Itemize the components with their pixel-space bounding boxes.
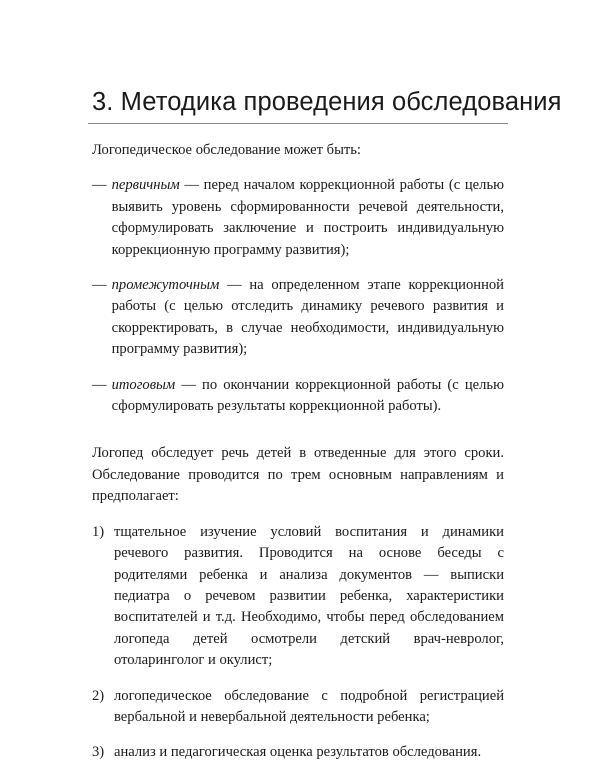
numbered-item-1 — [92, 522, 504, 672]
numbered-item-3 — [92, 742, 504, 763]
list-item-final — [92, 375, 504, 418]
list-item-text: — по окончании коррекционной работы (с целью сформулировать результаты коррекционной работы). — [111, 376, 504, 415]
item-number: 3) — [92, 744, 105, 761]
list-item-body — [112, 275, 504, 361]
list-item-body — [112, 375, 504, 418]
list-item-text: — на определенном этапе коррекционной работы (с целью отследить динамику речевого развития и скорректировать, в случае необходимости, индивидуальную программу развития); — [111, 277, 504, 358]
list-item-term: промежуточным — [111, 277, 220, 294]
item-text: тщательное изучение условий воспитания и динамики речевого развития. Проводится на основе беседы с родителями ребенка и анализа документов — выписки педиатра о речевом развитии ребенка, характеристики воспитателей и т.д. Необходимо, чтобы перед обследованием логопеда детей осмотрели детский врач-невролог, отоларинголог и окулист; — [114, 523, 504, 669]
intro-text: Логопедическое обследование может быть: — [92, 142, 361, 158]
list-dash: — — [92, 277, 107, 294]
list-item-term: первичным — [111, 177, 180, 194]
item-text: анализ и педагогическая оценка результатов обследования. — [114, 744, 482, 761]
list-item-primary — [92, 175, 504, 261]
numbered-item-2 — [92, 686, 504, 729]
list-item-term: итоговым — [111, 376, 176, 393]
list-item-intermediate — [92, 275, 504, 361]
section-title: 3. Методика проведения обследования — [92, 88, 562, 116]
main-paragraph: Логопед обследует речь детей в отведенные для этого сроки. Обследование проводится по трем основным направлениям и предполагает: — [92, 445, 504, 505]
item-text: логопедическое обследование с подробной регистрацией вербальной и невербальной деятельности ребенка; — [114, 687, 504, 725]
list-item-body — [112, 175, 504, 261]
item-number: 1) — [92, 523, 105, 540]
list-dash: — — [92, 376, 107, 393]
list-dash: — — [92, 177, 107, 194]
document-body — [92, 140, 504, 764]
item-number: 2) — [92, 687, 105, 704]
list-item-text: — перед началом коррекционной работы (с целью выявить уровень сформированности речевой деятельности, сформулировать заключение и построить индивидуальную коррекционную программу развития); — [111, 177, 504, 258]
title-underline — [88, 123, 508, 124]
